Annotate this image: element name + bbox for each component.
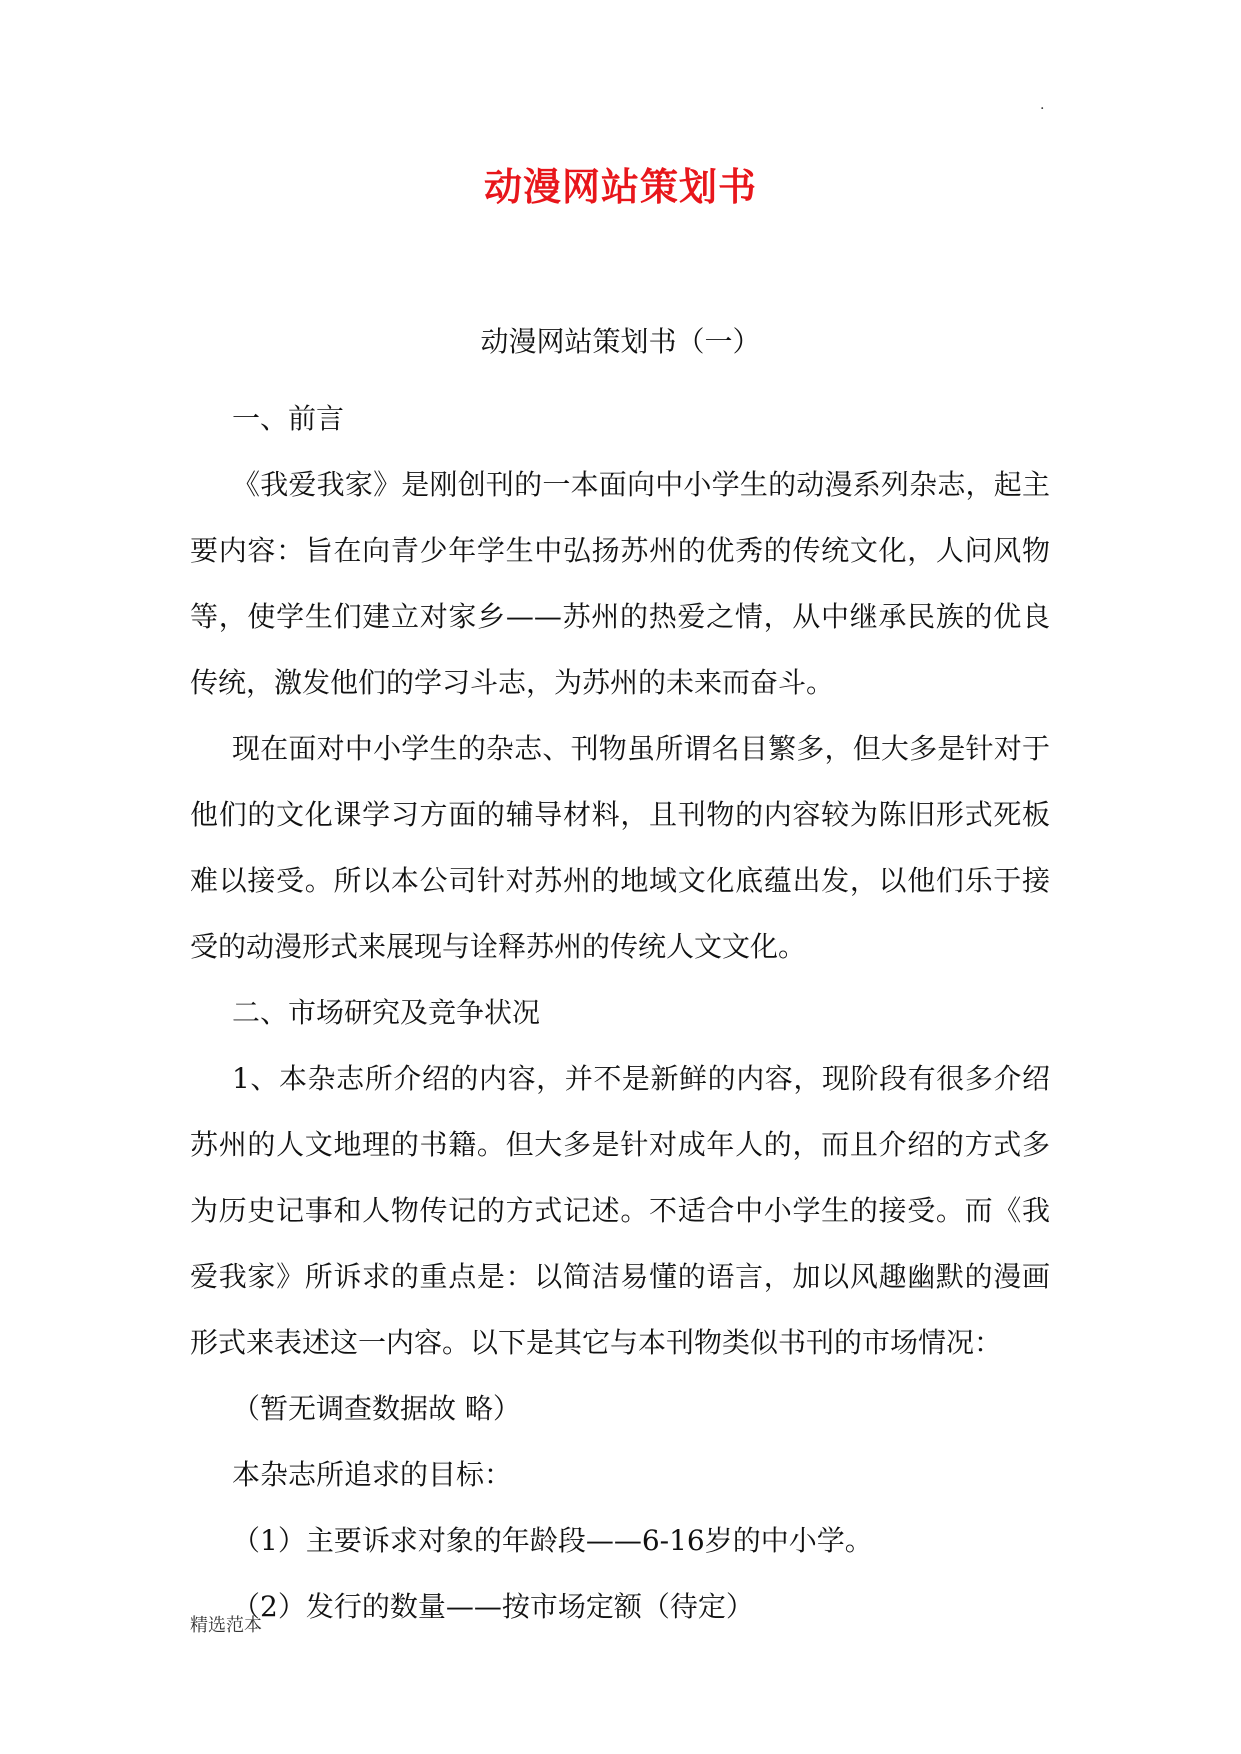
document-body: [190, 386, 1050, 1640]
paragraph-intro: 《我爱我家》是刚创刊的一本面向中小学生的动漫系列杂志，起主要内容：旨在向青少年学生中弘扬苏州的优秀的传统文化，人问风物等，使学生们建立对家乡——苏州的热爱之情，从中继承民族的优良传统，激发他们的学习斗志，为苏州的未来而奋斗。: [190, 468, 1050, 699]
footer-label: 精选范本: [190, 1615, 262, 1636]
paragraph-no-data-note: （暂无调查数据故 略）: [232, 1392, 521, 1425]
section-subtitle: 动漫网站策划书（一）: [480, 325, 761, 358]
heading-preface: 一、前言: [232, 402, 345, 435]
document-title: 动漫网站策划书: [483, 165, 757, 209]
paragraph-goals-heading: 本杂志所追求的目标：: [232, 1458, 513, 1491]
list-item-goal-2: （2）发行的数量——按市场定额（待定）: [232, 1590, 754, 1623]
paragraph-market-item-1: 1、本杂志所介绍的内容，并不是新鲜的内容，现阶段有很多介绍苏州的人文地理的书籍。但大多是针对成年人的，而且介绍的方式多为历史记事和人物传记的方式记述。不适合中小学生的接受。而《我爱我家》所诉求的重点是：以简洁易懂的语言，加以风趣幽默的漫画形式来表述这一内容。以下是其它与本刊物类似书刊的市场情况：: [190, 1062, 1050, 1359]
paragraph-current-situation: 现在面对中小学生的杂志、刊物虽所谓名目繁多，但大多是针对于他们的文化课学习方面的辅导材料，且刊物的内容较为陈旧形式死板难以接受。所以本公司针对苏州的地域文化底蕴出发，以他们乐于接受的动漫形式来展现与诠释苏州的传统人文文化。: [190, 732, 1050, 963]
corner-mark: .: [1040, 97, 1045, 113]
list-item-goal-1: （1）主要诉求对象的年龄段——6-16岁的中小学。: [232, 1524, 873, 1557]
heading-market-research: 二、市场研究及竞争状况: [232, 996, 541, 1029]
